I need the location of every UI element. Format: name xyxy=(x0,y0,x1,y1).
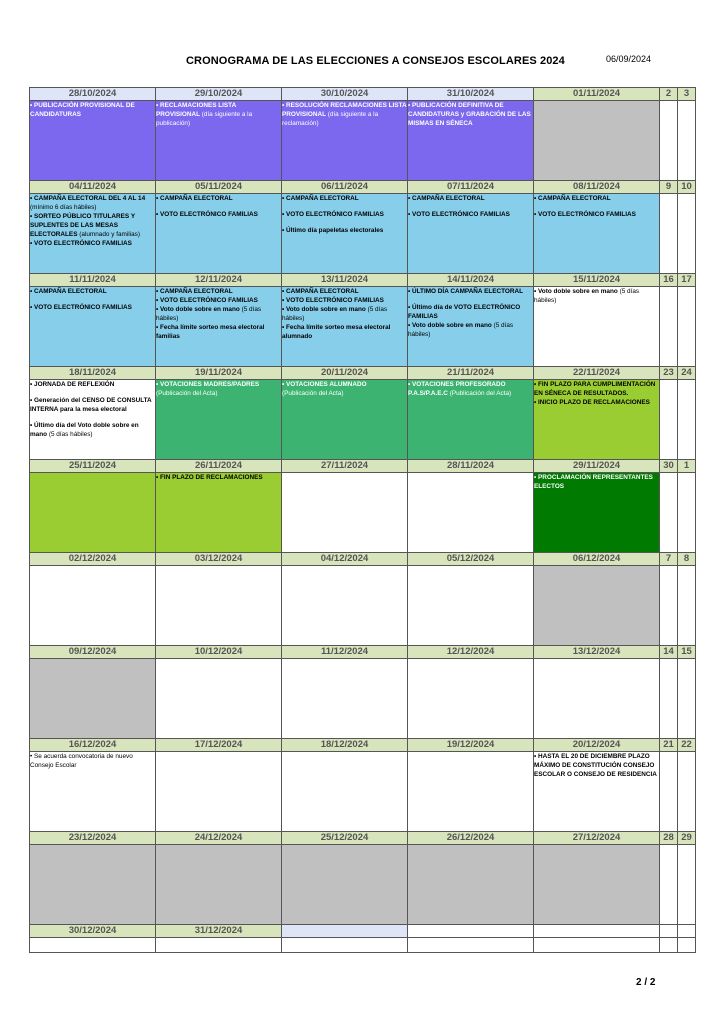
day-header: 05/11/2024 xyxy=(156,181,282,194)
event-entry xyxy=(156,380,281,389)
day-header: 19/11/2024 xyxy=(156,367,282,380)
spacer xyxy=(282,219,407,226)
event-entry xyxy=(30,421,155,439)
day-cell xyxy=(408,473,534,553)
event-entry xyxy=(408,194,533,203)
day-header: 02/12/2024 xyxy=(30,553,156,566)
day-header: 27/12/2024 xyxy=(534,832,660,845)
event-note: (5 días hábiles) xyxy=(156,306,262,322)
day-cell xyxy=(408,194,534,274)
event-text: • VOTO ELECTRÓNICO FAMILIAS xyxy=(156,297,258,304)
event-note: (día siguiente a la reclamación) xyxy=(282,111,379,127)
event-text: • VOTACIONES ALUMNADO xyxy=(282,381,367,388)
day-cell xyxy=(156,659,282,739)
day-header: 27/11/2024 xyxy=(282,460,408,473)
day-header: 04/11/2024 xyxy=(30,181,156,194)
day-cell xyxy=(156,101,282,181)
event-note: • Se acuerda convocatoria de nuevo Consejo Escolar xyxy=(30,753,133,769)
day-cell xyxy=(534,845,660,925)
weekend-day-number: 17 xyxy=(678,274,696,287)
event-entry xyxy=(30,303,155,312)
day-cell xyxy=(30,845,156,925)
day-cell xyxy=(30,287,156,367)
weekend-cell xyxy=(660,566,678,646)
event-text: • FIN PLAZO PARA CUMPLIMENTACIÓN EN SÉNECA DE RESULTADOS. xyxy=(534,381,656,397)
event-entry xyxy=(156,305,281,323)
event-entry xyxy=(282,287,407,296)
day-header: 03/12/2024 xyxy=(156,553,282,566)
week-header-row xyxy=(30,832,696,845)
day-cell xyxy=(534,659,660,739)
day-cell xyxy=(534,473,660,553)
event-text: • VOTO ELECTRÓNICO FAMILIAS xyxy=(408,211,510,218)
day-header: 29/11/2024 xyxy=(534,460,660,473)
weekend-cell xyxy=(660,659,678,739)
event-note: (Publicación del Acta) xyxy=(282,390,344,397)
event-entry xyxy=(156,473,281,482)
weekend-cell xyxy=(678,752,696,832)
day-header: 31/12/2024 xyxy=(156,925,282,938)
day-cell xyxy=(534,194,660,274)
day-header: 23/12/2024 xyxy=(30,832,156,845)
day-cell xyxy=(30,473,156,553)
day-header: 22/11/2024 xyxy=(534,367,660,380)
event-entry xyxy=(408,287,533,296)
day-cell xyxy=(30,752,156,832)
event-text: • CAMPAÑA ELECTORAL xyxy=(282,195,359,202)
event-entry xyxy=(156,323,281,341)
day-cell xyxy=(156,566,282,646)
day-header: 08/11/2024 xyxy=(534,181,660,194)
event-text: • SORTEO PÚBLICO TITULARES Y SUPLENTES DE LAS MESAS ELECTORALES xyxy=(30,213,135,238)
day-header xyxy=(534,925,660,938)
day-cell xyxy=(282,845,408,925)
event-text: • VOTACIONES PROFESORADO xyxy=(408,381,506,388)
day-cell xyxy=(282,752,408,832)
event-note: (alumnado y familias) xyxy=(79,231,140,238)
weekend-day-number: 2 xyxy=(660,88,678,101)
day-header xyxy=(282,925,408,938)
event-text: • RESOLUCIÓN RECLAMACIONES LISTA PROVISIONAL xyxy=(282,102,407,118)
day-header: 16/12/2024 xyxy=(30,739,156,752)
weekend-day-number xyxy=(678,925,696,938)
day-header: 20/11/2024 xyxy=(282,367,408,380)
event-text: • Fecha límite sorteo mesa electoral alumnado xyxy=(282,324,391,340)
weekend-day-number: 3 xyxy=(678,88,696,101)
event-text: • PUBLICACIÓN DEFINITIVA DE CANDIDATURAS y GRABACIÓN DE LAS MISMAS EN SÉNECA xyxy=(408,102,531,127)
event-text: • PROCLAMACIÓN REPRESENTANTES ELECTOS xyxy=(534,474,653,490)
event-text: • CAMPAÑA ELECTORAL xyxy=(534,195,611,202)
event-entry xyxy=(534,752,659,779)
weekend-cell xyxy=(678,194,696,274)
weekend-cell xyxy=(678,938,696,953)
day-header: 13/12/2024 xyxy=(534,646,660,659)
day-header: 26/11/2024 xyxy=(156,460,282,473)
day-header: 21/11/2024 xyxy=(408,367,534,380)
event-text: • Último día de VOTO ELECTRÓNICO FAMILIAS xyxy=(408,304,521,320)
weekend-day-number: 30 xyxy=(660,460,678,473)
day-cell xyxy=(408,659,534,739)
day-cell xyxy=(156,752,282,832)
day-header: 06/12/2024 xyxy=(534,553,660,566)
day-cell xyxy=(408,752,534,832)
event-entry xyxy=(156,389,281,398)
week-header-row xyxy=(30,274,696,287)
day-header: 15/11/2024 xyxy=(534,274,660,287)
event-entry xyxy=(408,389,533,398)
day-cell xyxy=(30,194,156,274)
spacer xyxy=(534,203,659,210)
event-entry xyxy=(282,210,407,219)
week-header-row xyxy=(30,181,696,194)
weekend-cell xyxy=(660,101,678,181)
event-text: • Generación del CENSO DE CONSULTA INTERNA para la mesa electoral xyxy=(30,397,152,413)
event-entry xyxy=(30,287,155,296)
day-header: 30/12/2024 xyxy=(30,925,156,938)
day-header: 30/10/2024 xyxy=(282,88,408,101)
event-text: • VOTO ELECTRÓNICO FAMILIAS xyxy=(30,304,132,311)
day-cell xyxy=(30,938,156,953)
week-body-row xyxy=(30,473,696,553)
day-cell xyxy=(534,752,660,832)
day-header: 28/10/2024 xyxy=(30,88,156,101)
weekend-cell xyxy=(660,194,678,274)
spacer xyxy=(282,203,407,210)
event-text: • JORNADA DE REFLEXIÓN xyxy=(30,381,115,388)
day-cell xyxy=(30,380,156,460)
day-header: 10/12/2024 xyxy=(156,646,282,659)
day-header: 06/11/2024 xyxy=(282,181,408,194)
event-text: • CAMPAÑA ELECTORAL xyxy=(156,288,233,295)
day-cell xyxy=(156,194,282,274)
event-note: (Publicación del Acta) xyxy=(156,390,218,397)
weekend-cell xyxy=(660,752,678,832)
week-body-row xyxy=(30,380,696,460)
event-text: • VOTO ELECTRÓNICO FAMILIAS xyxy=(282,297,384,304)
weekend-day-number xyxy=(660,925,678,938)
event-text: • Voto doble sobre en mano xyxy=(156,306,242,313)
day-header: 17/12/2024 xyxy=(156,739,282,752)
event-entry xyxy=(30,194,155,212)
event-entry xyxy=(30,239,155,248)
day-header: 25/12/2024 xyxy=(282,832,408,845)
event-entry xyxy=(408,210,533,219)
week-body-row xyxy=(30,194,696,274)
spacer xyxy=(30,414,155,421)
event-note: (mínimo 6 días hábiles) xyxy=(30,204,97,211)
day-header: 18/11/2024 xyxy=(30,367,156,380)
event-text: • Último día papeletas electorales xyxy=(282,227,384,234)
event-text: • CAMPAÑA ELECTORAL xyxy=(156,195,233,202)
event-note: (día siguiente a la publicación) xyxy=(156,111,253,127)
day-header: 05/12/2024 xyxy=(408,553,534,566)
event-entry xyxy=(282,101,407,128)
day-cell xyxy=(534,938,660,953)
event-text: • VOTO ELECTRÓNICO FAMILIAS xyxy=(156,211,258,218)
week-body-row xyxy=(30,101,696,181)
day-cell xyxy=(30,566,156,646)
weekend-cell xyxy=(660,287,678,367)
day-cell xyxy=(156,380,282,460)
event-entry xyxy=(156,287,281,296)
week-body-row xyxy=(30,845,696,925)
weekend-day-number: 14 xyxy=(660,646,678,659)
day-header: 19/12/2024 xyxy=(408,739,534,752)
day-cell xyxy=(282,194,408,274)
event-text: • Voto doble sobre en mano xyxy=(408,322,494,329)
weekend-cell xyxy=(678,473,696,553)
page-title: CRONOGRAMA DE LAS ELECCIONES A CONSEJOS ESCOLARES 2024 xyxy=(186,55,565,67)
day-cell xyxy=(408,287,534,367)
week-body-row xyxy=(30,752,696,832)
day-cell xyxy=(534,566,660,646)
weekend-day-number: 7 xyxy=(660,553,678,566)
day-cell xyxy=(408,101,534,181)
week-header-row xyxy=(30,739,696,752)
day-cell xyxy=(282,101,408,181)
event-entry xyxy=(282,389,407,398)
calendar-table xyxy=(29,87,696,953)
day-header: 09/12/2024 xyxy=(30,646,156,659)
day-header: 14/11/2024 xyxy=(408,274,534,287)
day-header xyxy=(408,925,534,938)
event-text: P.A.S/P.A.E.C xyxy=(408,390,450,397)
event-text: • VOTO ELECTRÓNICO FAMILIAS xyxy=(30,240,132,247)
weekend-day-number: 24 xyxy=(678,367,696,380)
weekend-cell xyxy=(678,380,696,460)
event-text: • CAMPAÑA ELECTORAL xyxy=(408,195,485,202)
week-header-row xyxy=(30,88,696,101)
day-cell xyxy=(408,938,534,953)
document-date: 06/09/2024 xyxy=(606,54,652,64)
event-entry xyxy=(408,101,533,128)
page-number: 2 / 2 xyxy=(636,977,656,988)
day-header: 24/12/2024 xyxy=(156,832,282,845)
event-entry xyxy=(30,752,155,770)
weekend-cell xyxy=(678,845,696,925)
day-header: 12/11/2024 xyxy=(156,274,282,287)
weekend-day-number: 21 xyxy=(660,739,678,752)
week-header-row xyxy=(30,367,696,380)
weekend-day-number: 28 xyxy=(660,832,678,845)
day-header: 11/12/2024 xyxy=(282,646,408,659)
weekend-cell xyxy=(660,845,678,925)
spacer xyxy=(408,296,533,303)
event-text: • ÚLTIMO DÍA CAMPAÑA ELECTORAL xyxy=(408,288,524,295)
day-cell xyxy=(156,938,282,953)
day-cell xyxy=(282,659,408,739)
weekend-day-number: 29 xyxy=(678,832,696,845)
weekend-day-number: 9 xyxy=(660,181,678,194)
day-cell xyxy=(282,473,408,553)
day-cell xyxy=(30,101,156,181)
event-entry xyxy=(30,212,155,239)
event-entry xyxy=(156,210,281,219)
day-header: 07/11/2024 xyxy=(408,181,534,194)
weekend-cell xyxy=(660,938,678,953)
event-entry xyxy=(534,210,659,219)
weekend-cell xyxy=(678,101,696,181)
weekend-day-number: 15 xyxy=(678,646,696,659)
event-text: • Último día del Voto doble sobre en mano xyxy=(30,422,139,438)
event-text: • CAMPAÑA ELECTORAL xyxy=(282,288,359,295)
day-cell xyxy=(282,287,408,367)
weekend-cell xyxy=(678,566,696,646)
day-cell xyxy=(282,380,408,460)
day-cell xyxy=(534,287,660,367)
event-entry xyxy=(282,305,407,323)
week-header-row xyxy=(30,925,696,938)
day-cell xyxy=(534,101,660,181)
event-text: • HASTA EL 20 DE DICIEMBRE PLAZO MÁXIMO DE CONSTITUCIÓN CONSEJO ESCOLAR O CONSEJO DE RESIDENCIA xyxy=(534,753,657,778)
day-cell xyxy=(408,380,534,460)
day-cell xyxy=(156,287,282,367)
day-cell xyxy=(30,659,156,739)
day-cell xyxy=(156,845,282,925)
event-entry xyxy=(282,296,407,305)
day-header: 13/11/2024 xyxy=(282,274,408,287)
weekend-cell xyxy=(660,380,678,460)
event-text: • VOTO ELECTRÓNICO FAMILIAS xyxy=(534,211,636,218)
day-header: 29/10/2024 xyxy=(156,88,282,101)
day-header: 12/12/2024 xyxy=(408,646,534,659)
spacer xyxy=(156,203,281,210)
event-text: • Voto doble sobre en mano xyxy=(282,306,368,313)
week-header-row xyxy=(30,460,696,473)
weekend-cell xyxy=(678,659,696,739)
day-header: 26/12/2024 xyxy=(408,832,534,845)
day-header: 31/10/2024 xyxy=(408,88,534,101)
event-entry xyxy=(408,321,533,339)
event-entry xyxy=(30,380,155,389)
week-body-row xyxy=(30,566,696,646)
day-header: 25/11/2024 xyxy=(30,460,156,473)
weekend-day-number: 10 xyxy=(678,181,696,194)
day-cell xyxy=(408,845,534,925)
weekend-day-number: 8 xyxy=(678,553,696,566)
event-note: (5 días hábiles) xyxy=(534,288,640,304)
event-entry xyxy=(534,194,659,203)
day-cell xyxy=(156,473,282,553)
weekend-day-number: 22 xyxy=(678,739,696,752)
day-header: 04/12/2024 xyxy=(282,553,408,566)
week-body-row xyxy=(30,938,696,953)
day-header: 11/11/2024 xyxy=(30,274,156,287)
event-entry xyxy=(156,296,281,305)
event-text: • INICIO PLAZO DE RECLAMACIONES xyxy=(534,399,650,406)
event-text: • FIN PLAZO DE RECLAMACIONES xyxy=(156,474,263,481)
spacer xyxy=(408,203,533,210)
weekend-day-number: 16 xyxy=(660,274,678,287)
day-header: 18/12/2024 xyxy=(282,739,408,752)
day-cell xyxy=(534,380,660,460)
event-entry xyxy=(30,396,155,414)
event-entry xyxy=(30,101,155,119)
day-header: 28/11/2024 xyxy=(408,460,534,473)
day-cell xyxy=(282,566,408,646)
day-header: 20/12/2024 xyxy=(534,739,660,752)
event-note: (5 días hábiles) xyxy=(48,431,93,438)
spacer xyxy=(30,389,155,396)
week-header-row xyxy=(30,646,696,659)
event-entry xyxy=(534,380,659,398)
event-note: (5 días hábiles) xyxy=(282,306,388,322)
event-entry xyxy=(282,226,407,235)
day-header: 01/11/2024 xyxy=(534,88,660,101)
event-text: • CAMPAÑA ELECTORAL xyxy=(30,288,107,295)
event-text: • PUBLICACIÓN PROVISIONAL DE CANDIDATURAS xyxy=(30,102,135,118)
weekend-cell xyxy=(678,287,696,367)
week-body-row xyxy=(30,659,696,739)
event-entry xyxy=(282,323,407,341)
event-entry xyxy=(408,303,533,321)
event-text: • Voto doble sobre en mano xyxy=(534,288,620,295)
event-entry xyxy=(156,101,281,128)
event-entry xyxy=(534,398,659,407)
event-entry xyxy=(156,194,281,203)
event-entry xyxy=(408,380,533,389)
event-text: • VOTO ELECTRÓNICO FAMILIAS xyxy=(282,211,384,218)
spacer xyxy=(30,296,155,303)
event-note: (Publicación del Acta) xyxy=(449,390,512,397)
week-header-row xyxy=(30,553,696,566)
weekend-day-number: 1 xyxy=(678,460,696,473)
event-entry xyxy=(282,380,407,389)
weekend-day-number: 23 xyxy=(660,367,678,380)
event-text: • VOTACIONES MADRES/PADRES xyxy=(156,381,260,388)
day-cell xyxy=(282,938,408,953)
event-text: • CAMPAÑA ELECTORAL DEL 4 AL 14 xyxy=(30,195,146,202)
event-note: (5 días hábiles) xyxy=(408,322,514,338)
week-body-row xyxy=(30,287,696,367)
event-entry xyxy=(534,287,659,305)
event-text: • RECLAMACIONES LISTA PROVISIONAL xyxy=(156,102,236,118)
event-entry xyxy=(534,473,659,491)
weekend-cell xyxy=(660,473,678,553)
event-entry xyxy=(282,194,407,203)
event-text: • Fecha límite sorteo mesa electoral familias xyxy=(156,324,265,340)
day-cell xyxy=(408,566,534,646)
